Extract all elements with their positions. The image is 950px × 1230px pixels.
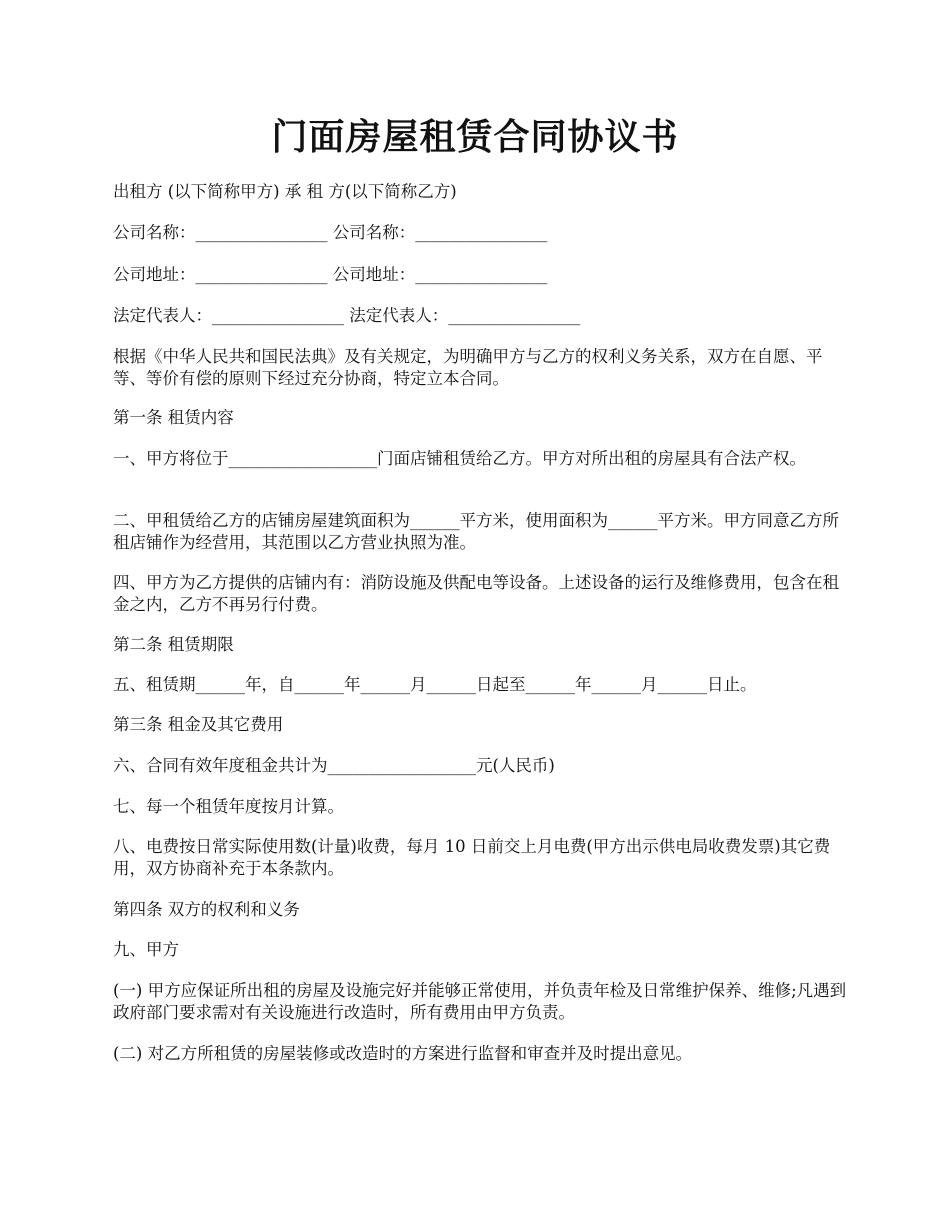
clause-5: 五、租赁期______年，自______年______月______日起至______年______月______日止。 [113,675,757,694]
company-address-line: 公司地址：________________ 公司地址：________________ [113,265,548,284]
document-title: 门面房屋租赁合同协议书 [271,116,679,158]
clause-9-sub-2: (二) 对乙方所租赁的房屋装修或改造时的方案进行监督和审查并及时提出意见。 [113,1044,693,1063]
parties-line: 出租方 (以下简称甲方) 承 租 方(以下简称乙方) [113,182,457,201]
clause-9: 九、甲方 [113,940,179,959]
clause-6: 六、合同有效年度租金共计为__________________元(人民币) [113,756,555,775]
article-4-heading: 第四条 双方的权利和义务 [113,900,300,919]
clause-1: 一、甲方将位于__________________门面店铺租赁给乙方。甲方对所出租的房屋具有合法产权。 [113,449,806,468]
article-3-heading: 第三条 租金及其它费用 [113,715,284,734]
article-1-heading: 第一条 租赁内容 [113,408,234,427]
preamble-paragraph: 根据《中华人民共和国民法典》及有关规定，为明确甲方与乙方的权利义务关系，双方在自愿、平等、等价有偿的原则下经过充分协商，特定立本合同。 [113,347,823,388]
clause-8: 八、电费按日常实际使用数(计量)收费，每月 10 日前交上月电费(甲方出示供电局收费发票)其它费用，双方协商补充于本条款内。 [113,837,831,878]
company-name-line: 公司名称：________________ 公司名称：________________ [113,223,548,242]
article-2-heading: 第二条 租赁期限 [113,635,234,654]
clause-2: 二、甲租赁给乙方的店铺房屋建筑面积为______平方米，使用面积为______平方米。甲方同意乙方所租店铺作为经营用，其范围以乙方营业执照为准。 [113,511,839,552]
legal-representative-line: 法定代表人：________________ 法定代表人：________________ [113,306,581,325]
clause-4: 四、甲方为乙方提供的店铺内有：消防设施及供配电等设备。上述设备的运行及维修费用，包含在租金之内，乙方不再另行付费。 [113,573,839,614]
clause-7: 七、每一个租赁年度按月计算。 [113,797,344,816]
clause-9-sub-1: (一) 甲方应保证所出租的房屋及设施完好并能够正常使用，并负责年检及日常维护保养、维修;凡遇到政府部门要求需对有关设施进行改造时，所有费用由甲方负责。 [113,981,847,1022]
